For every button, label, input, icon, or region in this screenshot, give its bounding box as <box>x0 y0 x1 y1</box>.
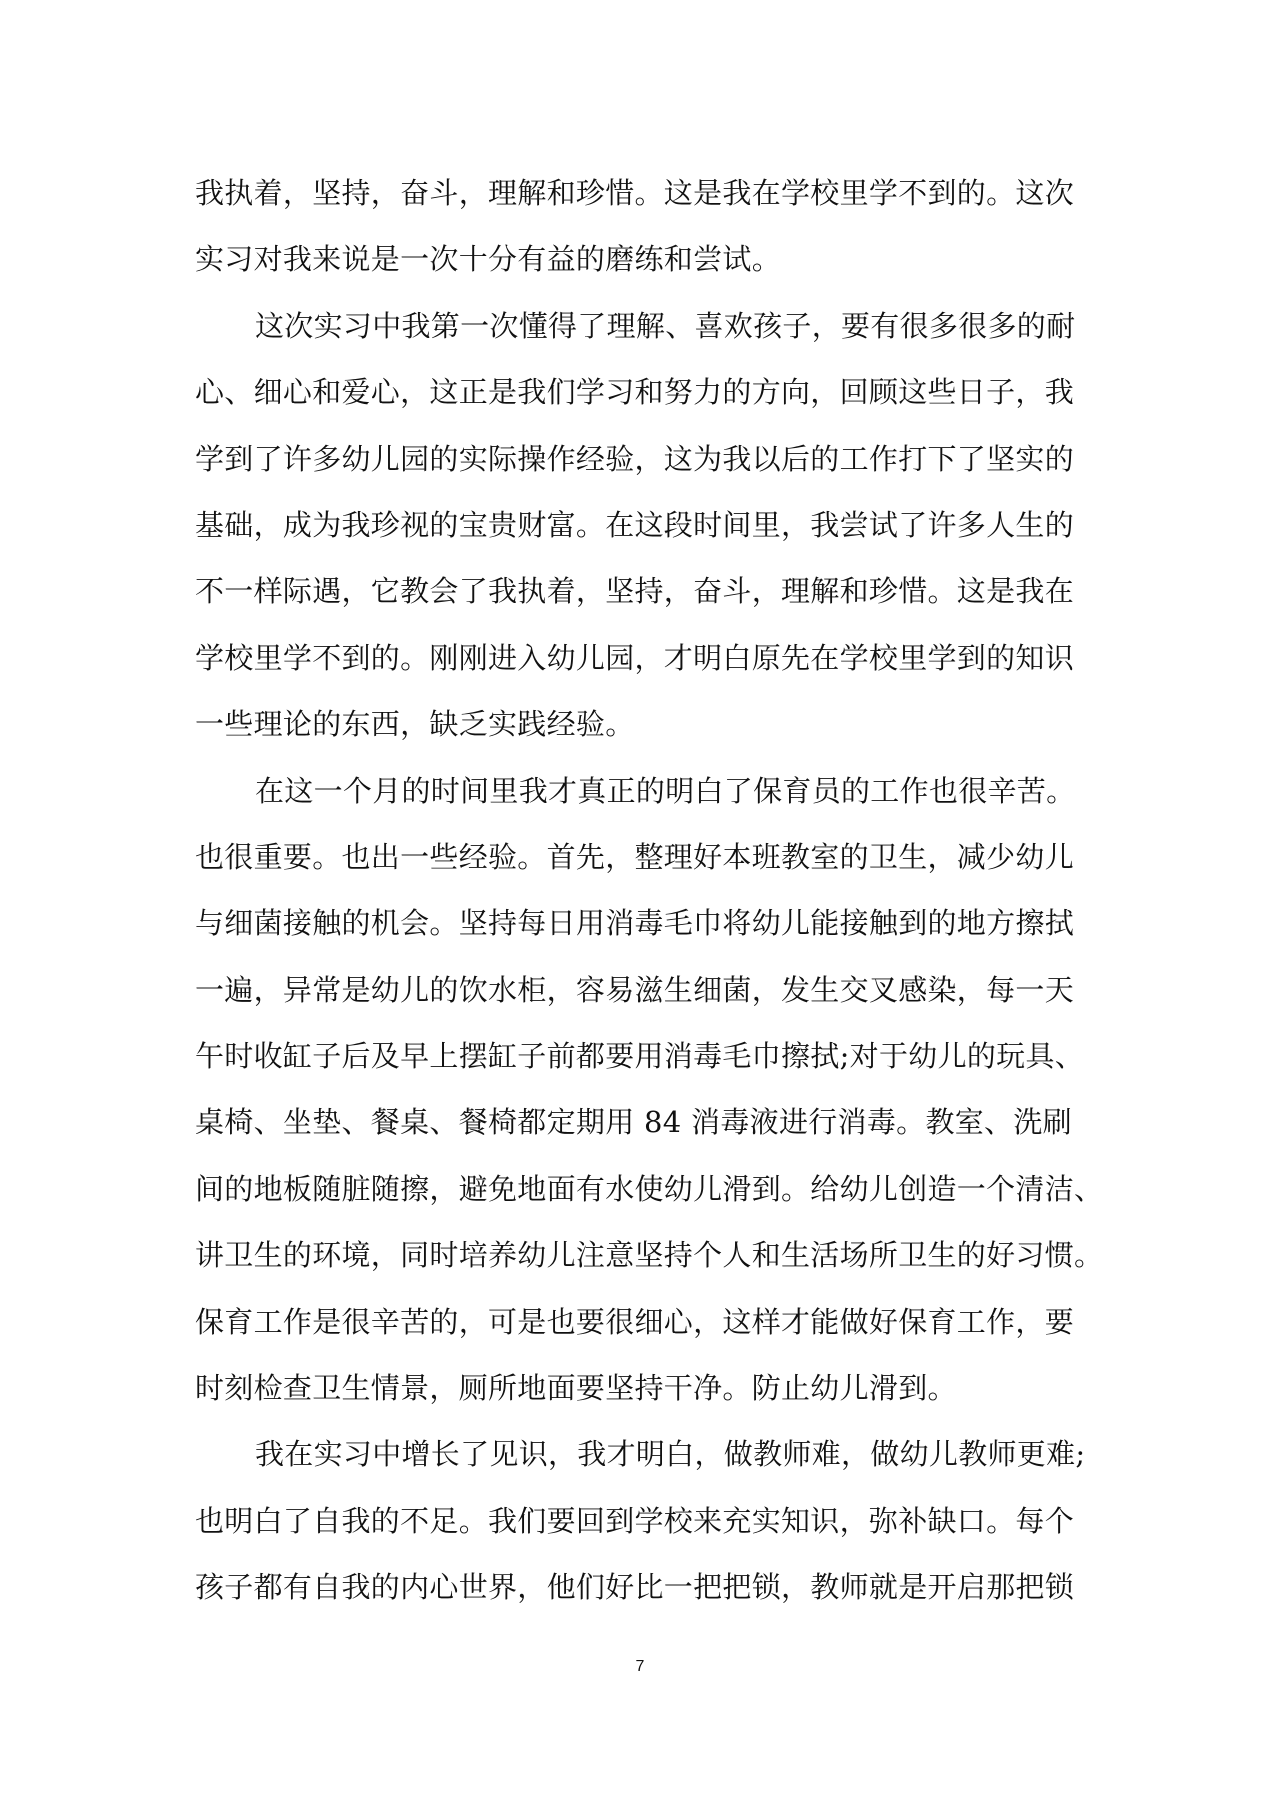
text-line: 一些理论的东西，缺乏实践经验。 <box>195 707 635 742</box>
text-line: 间的地板随脏随擦，避免地面有水使幼儿滑到。给幼儿创造一个清洁、 <box>195 1171 1104 1206</box>
paragraph-start-line: 我在实习中增长了见识，我才明白，做教师难，做幼儿教师更难; <box>255 1437 1086 1472</box>
text-line: 不一样际遇，它教会了我执着，坚持，奋斗，理解和珍惜。这是我在 <box>195 574 1075 609</box>
text-line: 保育工作是很辛苦的，可是也要很细心，这样才能做好保育工作，要 <box>195 1304 1075 1339</box>
text-line: 基础，成为我珍视的宝贵财富。在这段时间里，我尝试了许多人生的 <box>195 507 1075 542</box>
document-body <box>195 160 1104 1621</box>
text-line: 学校里学不到的。刚刚进入幼儿园，才明白原先在学校里学到的知识 <box>195 640 1075 675</box>
text-line: 时刻检查卫生情景，厕所地面要坚持干净。防止幼儿滑到。 <box>195 1371 957 1406</box>
text-line: 讲卫生的环境，同时培养幼儿注意坚持个人和生活场所卫生的好习惯。 <box>195 1238 1104 1273</box>
text-line: 也很重要。也出一些经验。首先，整理好本班教室的卫生，减少幼儿 <box>195 839 1075 874</box>
text-line: 也明白了自我的不足。我们要回到学校来充实知识，弥补缺口。每个 <box>195 1503 1075 1538</box>
page-number: 7 <box>635 1658 645 1675</box>
text-line: 桌椅、坐垫、餐桌、餐椅都定期用 84 消毒液进行消毒。教室、洗刷 <box>195 1105 1072 1140</box>
text-line: 午时收缸子后及早上摆缸子前都要用消毒毛巾擦拭;对于幼儿的玩具、 <box>195 1039 1085 1074</box>
text-line: 一遍，异常是幼儿的饮水柜，容易滋生细菌，发生交叉感染，每一天 <box>195 972 1075 1007</box>
text-line: 学到了许多幼儿园的实际操作经验，这为我以后的工作打下了坚实的 <box>195 441 1075 476</box>
text-line: 我执着，坚持，奋斗，理解和珍惜。这是我在学校里学不到的。这次 <box>195 176 1075 210</box>
paragraph-start-line: 这次实习中我第一次懂得了理解、喜欢孩子，要有很多很多的耐 <box>255 308 1076 343</box>
paragraph-start-line: 在这一个月的时间里我才真正的明白了保育员的工作也很辛苦。 <box>255 773 1076 808</box>
text-line: 孩子都有自我的内心世界，他们好比一把把锁，教师就是开启那把锁 <box>195 1570 1075 1605</box>
text-line: 与细菌接触的机会。坚持每日用消毒毛巾将幼儿能接触到的地方擦拭 <box>195 906 1075 941</box>
text-line: 实习对我来说是一次十分有益的磨练和尝试。 <box>195 242 782 277</box>
text-line: 心、细心和爱心，这正是我们学习和努力的方向，回顾这些日子，我 <box>195 375 1075 410</box>
